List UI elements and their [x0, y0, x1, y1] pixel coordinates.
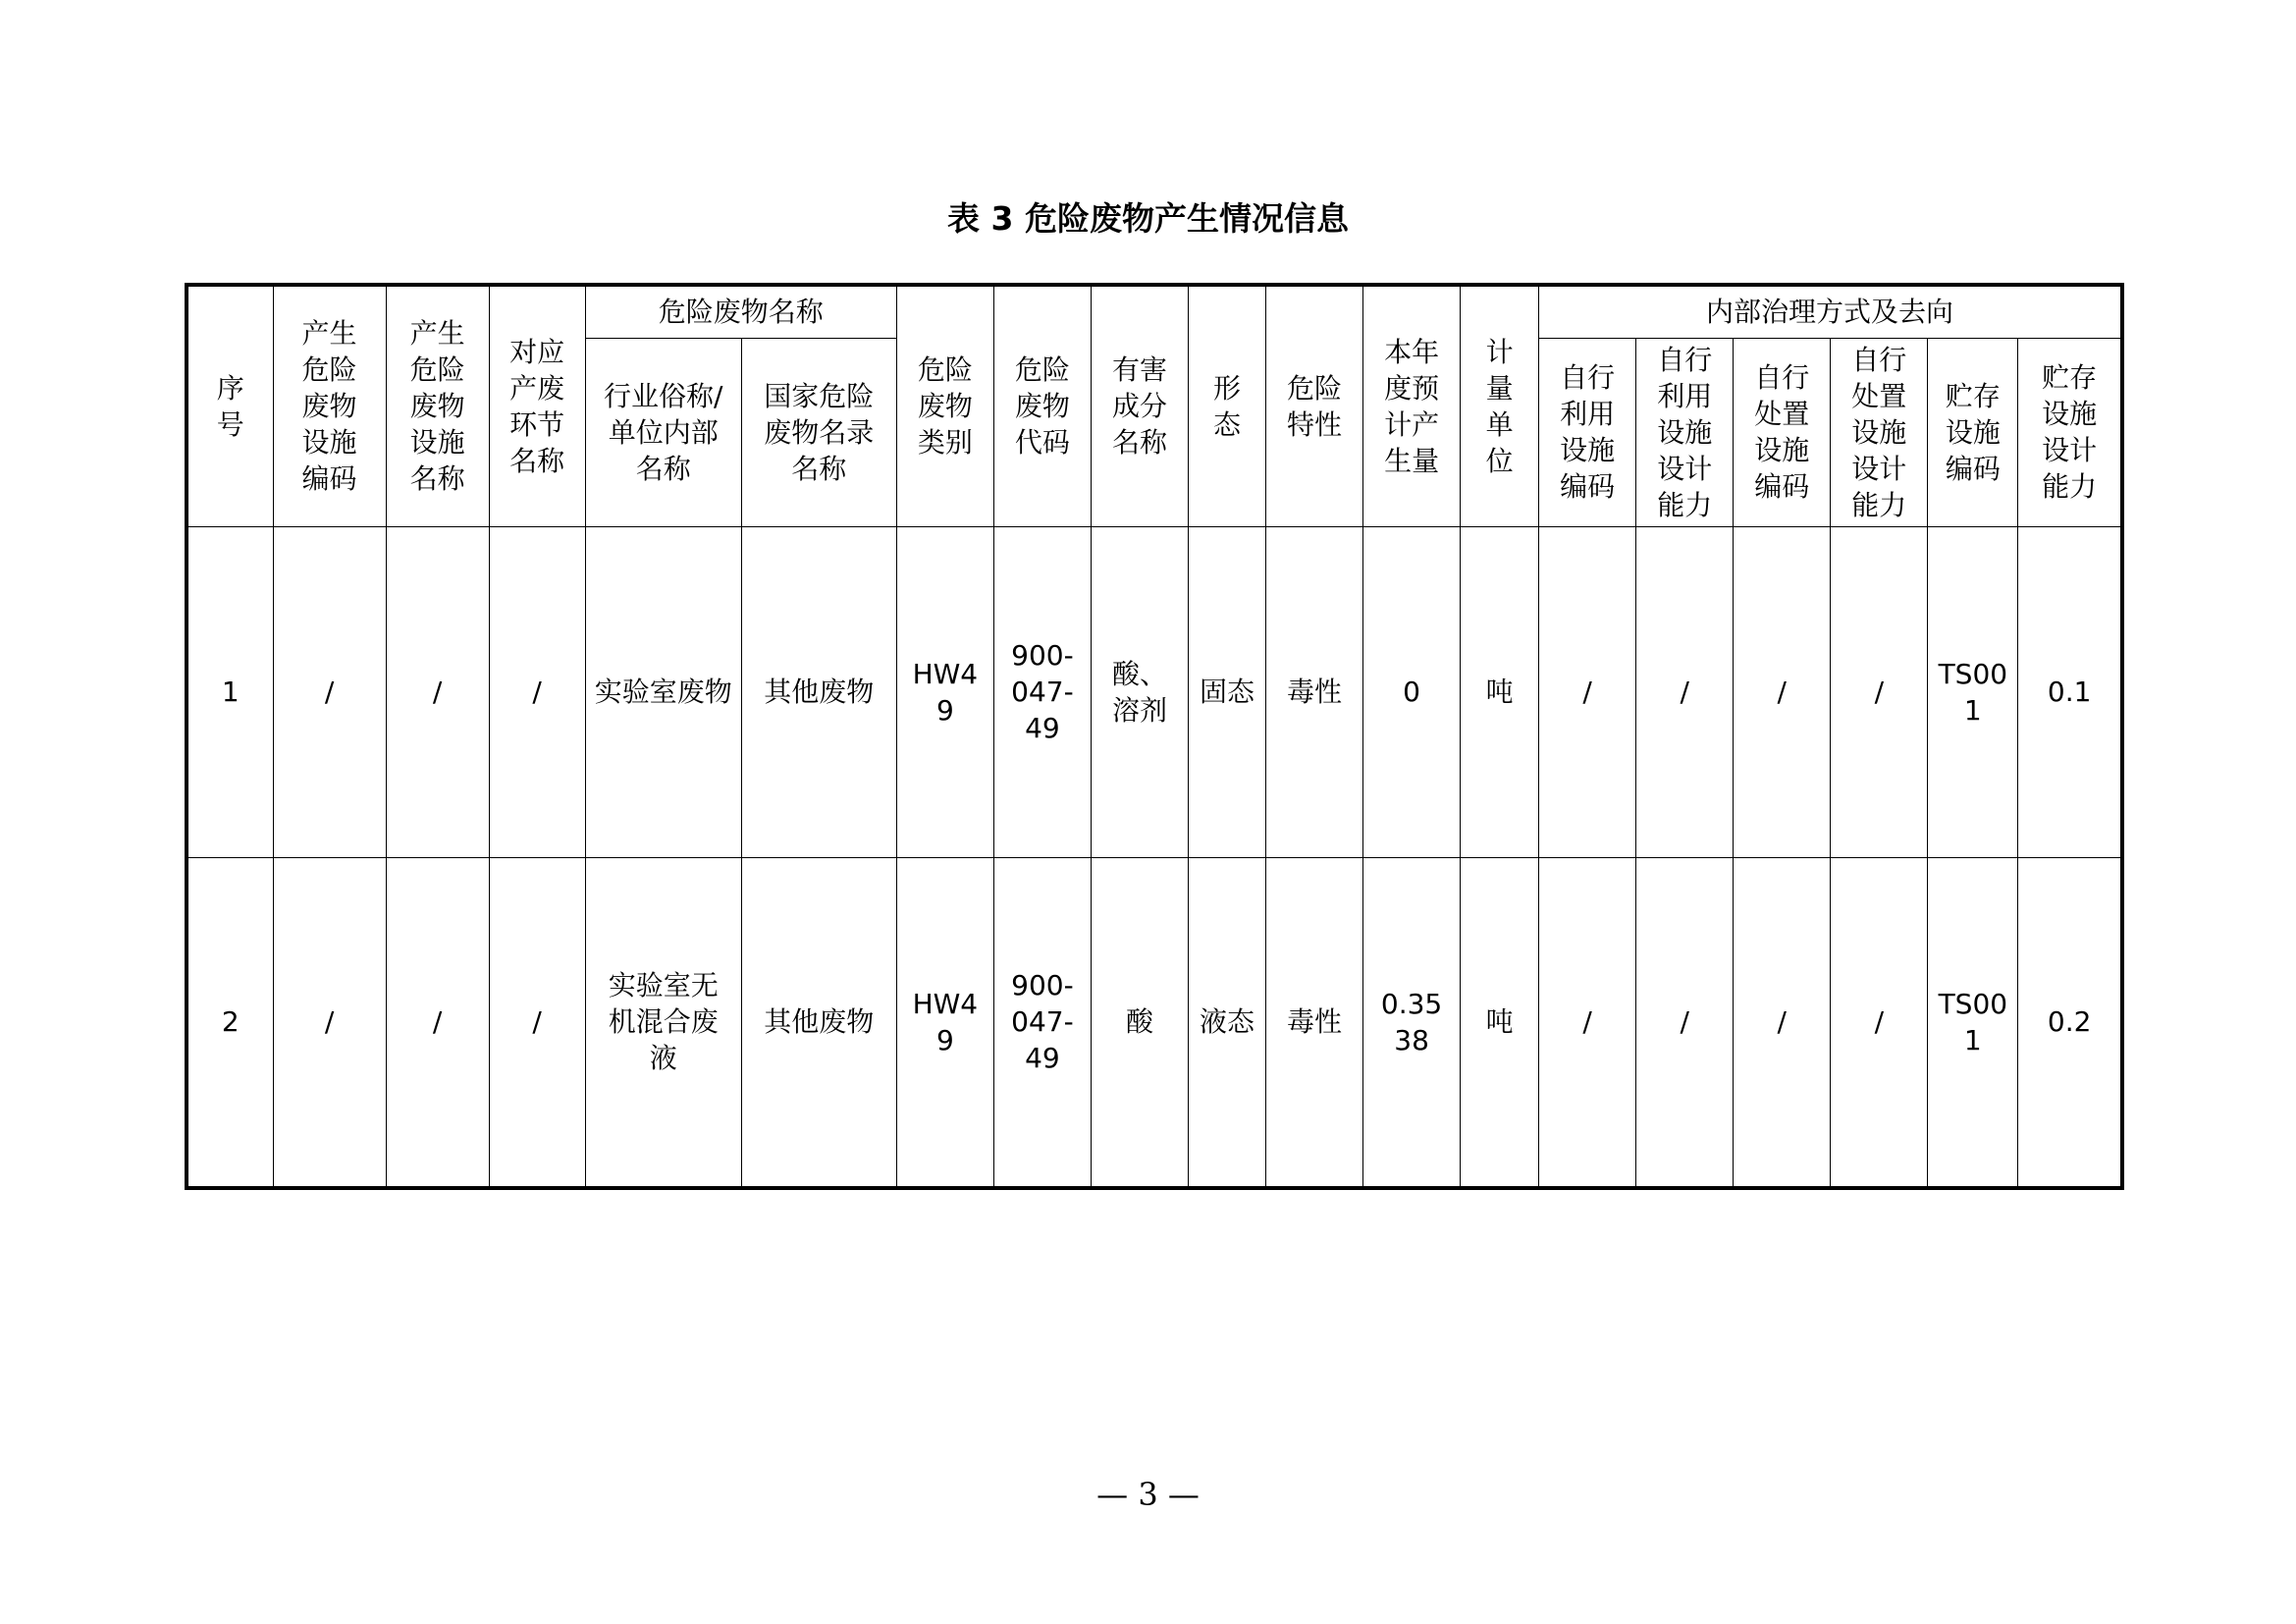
cell-seq: 1 [187, 526, 273, 857]
col-facility-code-header: 产生 危险 废物 设施 编码 [273, 285, 386, 526]
cell-national-name: 其他废物 [741, 857, 896, 1188]
cell-category: HW49 [896, 857, 993, 1188]
cell-self-dispose-capacity: / [1831, 526, 1928, 857]
col-self-use-code-header: 自行 利用 设施 编码 [1539, 338, 1636, 526]
col-seq-header: 序 号 [187, 285, 273, 526]
cell-hazardous-component: 酸、溶剂 [1091, 526, 1188, 857]
cell-industry-name: 实验室废物 [585, 526, 741, 857]
cell-hazardous-component: 酸 [1091, 857, 1188, 1188]
cell-storage-code: TS001 [1928, 857, 2018, 1188]
cell-self-use-code: / [1539, 526, 1636, 857]
table-row [187, 526, 2122, 857]
cell-self-use-capacity: / [1636, 857, 1734, 1188]
col-self-dispose-capacity-header: 自行 处置 设施 设计 能力 [1831, 338, 1928, 526]
cell-self-dispose-capacity: / [1831, 857, 1928, 1188]
col-annual-output-header: 本年 度预 计产 生量 [1363, 285, 1461, 526]
cell-storage-capacity: 0.2 [2018, 857, 2122, 1188]
col-national-name-header: 国家危险 废物名录 名称 [741, 338, 896, 526]
hazardous-waste-table [185, 283, 2124, 1190]
cell-hazard-property: 毒性 [1266, 526, 1363, 857]
cell-storage-code: TS001 [1928, 526, 2018, 857]
col-self-dispose-code-header: 自行 处置 设施 编码 [1734, 338, 1831, 526]
cell-facility-name: / [386, 857, 489, 1188]
cell-form: 固态 [1188, 526, 1265, 857]
cell-industry-name: 实验室无机混合废液 [585, 857, 741, 1188]
cell-code: 900-047-49 [993, 857, 1091, 1188]
cell-facility-code: / [273, 857, 386, 1188]
cell-storage-capacity: 0.1 [2018, 526, 2122, 857]
page-number: — 3 — [1096, 1476, 1200, 1513]
col-unit-header: 计 量 单 位 [1461, 285, 1539, 526]
cell-form: 液态 [1188, 857, 1265, 1188]
cell-annual-output: 0.3538 [1363, 857, 1461, 1188]
cell-self-dispose-code: / [1734, 526, 1831, 857]
col-facility-name-header: 产生 危险 废物 设施 名称 [386, 285, 489, 526]
cell-hazard-property: 毒性 [1266, 857, 1363, 1188]
cell-self-use-capacity: / [1636, 526, 1734, 857]
cell-national-name: 其他废物 [741, 526, 896, 857]
cell-seq: 2 [187, 857, 273, 1188]
col-hazard-property-header: 危险 特性 [1266, 285, 1363, 526]
col-storage-code-header: 贮存 设施 编码 [1928, 338, 2018, 526]
col-category-header: 危险 废物 类别 [896, 285, 993, 526]
col-storage-capacity-header: 贮存 设施 设计 能力 [2018, 338, 2122, 526]
cell-self-use-code: / [1539, 857, 1636, 1188]
col-form-header: 形 态 [1188, 285, 1265, 526]
cell-annual-output: 0 [1363, 526, 1461, 857]
cell-unit: 吨 [1461, 526, 1539, 857]
table-title: 表 3 危险废物产生情况信息 [947, 199, 1349, 238]
cell-category: HW49 [896, 526, 993, 857]
table-row [187, 857, 2122, 1188]
cell-process-stage: / [489, 526, 585, 857]
col-industry-name-header: 行业俗称/ 单位内部 名称 [585, 338, 741, 526]
cell-self-dispose-code: / [1734, 857, 1831, 1188]
cell-process-stage: / [489, 857, 585, 1188]
cell-unit: 吨 [1461, 857, 1539, 1188]
waste-name-group-header: 危险废物名称 [585, 285, 896, 338]
col-code-header: 危险 废物 代码 [993, 285, 1091, 526]
col-process-stage-header: 对应 产废 环节 名称 [489, 285, 585, 526]
cell-code: 900-047-49 [993, 526, 1091, 857]
col-self-use-capacity-header: 自行 利用 设施 设计 能力 [1636, 338, 1734, 526]
header-row-1 [187, 285, 2122, 338]
cell-facility-name: / [386, 526, 489, 857]
internal-treatment-group-header: 内部治理方式及去向 [1539, 285, 2122, 338]
col-hazardous-component-header: 有害 成分 名称 [1091, 285, 1188, 526]
cell-facility-code: / [273, 526, 386, 857]
